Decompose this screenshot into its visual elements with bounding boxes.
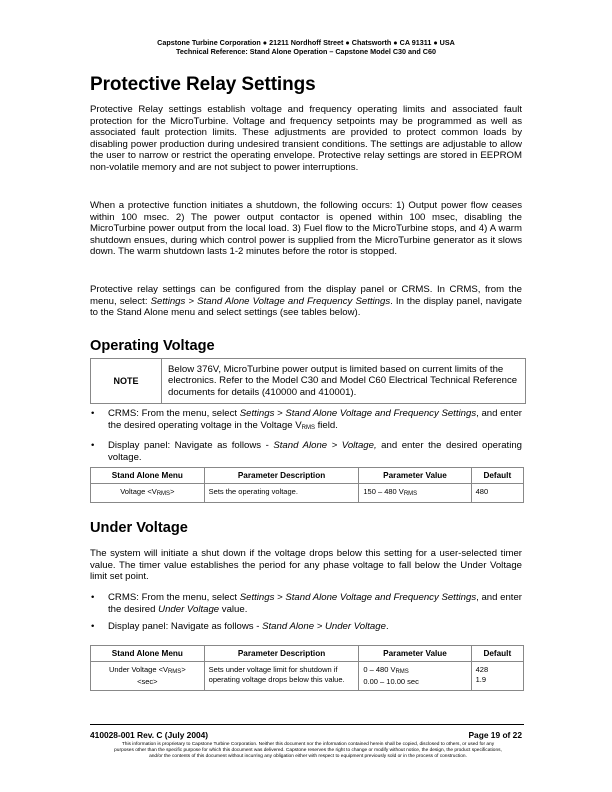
under-voltage-heading: Under Voltage <box>90 520 188 536</box>
column-header: Stand Alone Menu <box>91 646 205 662</box>
list-item <box>90 408 522 434</box>
bullet-path: Stand Alone > Voltage, <box>273 440 377 452</box>
list-item <box>90 592 522 615</box>
cell-text: 428 <box>475 665 489 674</box>
value-cell <box>359 484 471 503</box>
default-cell <box>471 662 523 691</box>
column-header: Parameter Description <box>204 646 359 662</box>
cell-text: > <box>181 665 186 674</box>
cell-text: > <box>170 487 175 496</box>
cell-text: 150 – 480 V <box>363 487 404 496</box>
header-line-2: Technical Reference: Stand Alone Operation – Capstone Model C30 and C60 <box>175 47 436 56</box>
note-label: NOTE <box>91 359 162 403</box>
operating-voltage-heading: Operating Voltage <box>90 338 215 354</box>
description-cell: Sets under voltage limit for shutdown if operating voltage drops below this value. <box>204 662 359 691</box>
page-number: Page 19 of 22 <box>468 730 522 740</box>
column-header: Default <box>471 468 523 484</box>
table-header-row <box>91 468 524 484</box>
cell-text: Voltage <V <box>120 487 157 496</box>
operating-voltage-bullets <box>90 408 522 469</box>
configure-text-a: Protective relay settings can be configured from the display panel or CRMS. In CRMS, from the menu, select: <box>90 284 522 307</box>
configure-text-c: . In the display panel, navigate to the Stand Alone menu and select settings (see tables below). <box>90 295 522 319</box>
menu-cell <box>91 662 205 691</box>
table-row <box>91 662 524 691</box>
shutdown-paragraph: When a protective function initiates a shutdown, the following occurs: 1) Output power flow ceases within 100 msec. 2) The power output contactor is opened within 100 msec, disabling the MicroTurbine power output from the local load. 3) Fuel flow to the MicroTurbine stops, and 4) A warm shutdown ensues, during which control power is supplied from the MicroTurbine generator as it slows down. The warm shutdown lasts 1-2 minutes before the rotor is stopped. <box>90 200 522 258</box>
under-voltage-table <box>90 645 524 691</box>
cell-text: 1.9 <box>475 675 487 684</box>
column-header: Parameter Value <box>359 646 471 662</box>
bullet-text: Display panel: Navigate as follows - <box>108 621 263 633</box>
bullet-text: and enter the desired operating voltage. <box>108 440 522 463</box>
notice-line: and/or the contents of this document without incurring any obligation either with respect to equipment previously sold or in the process of construction. <box>149 754 467 760</box>
document-number: 410028-001 Rev. C (July 2004) <box>90 730 209 740</box>
table-row <box>91 484 524 503</box>
notice-line: purposes other than the specific purpose for which this document was delivered. Capstone reserves the right to change or modify without notice, the design, the product specifications, <box>114 748 502 754</box>
list-item <box>90 440 522 463</box>
list-item <box>90 621 522 633</box>
cell-text: <sec> <box>137 677 158 686</box>
under-voltage-bullets <box>90 592 522 639</box>
operating-voltage-table <box>90 467 524 503</box>
configure-path: Settings > Stand Alone Voltage and Frequency Settings <box>150 295 391 307</box>
bullet-text: Display panel: Navigate as follows - <box>108 440 274 452</box>
footer-divider <box>90 724 524 725</box>
column-header: Parameter Description <box>204 468 359 484</box>
cell-subscript: RMS <box>167 669 182 675</box>
bullet-path: Settings > Stand Alone Voltage and Frequency Settings <box>239 592 477 603</box>
bullet-text: , and enter the desired operating voltage in the Voltage V <box>108 408 523 431</box>
proprietary-notice <box>90 742 526 761</box>
configure-paragraph <box>90 284 522 319</box>
bullet-text: , and enter the desired <box>108 592 523 615</box>
bullet-text: . <box>385 621 389 633</box>
column-header: Stand Alone Menu <box>91 468 205 484</box>
cell-text: 0.00 – 10.00 sec <box>363 677 419 686</box>
table-header-row <box>91 646 524 662</box>
cell-text: 0 – 480 V <box>363 665 396 674</box>
description-cell: Sets the operating voltage. <box>204 484 359 503</box>
cell-text: Under Voltage <V <box>108 665 168 674</box>
note-box <box>90 358 526 404</box>
page-title: Protective Relay Settings <box>90 74 316 95</box>
bullet-text: CRMS: From the menu, select <box>108 592 240 603</box>
note-text: Below 376V, MicroTurbine power output is limited based on current limits of the electronics. Refer to the Model C30 and Model C60 Electrical Technical Reference documents for details (410000 and 410001). <box>168 364 518 398</box>
bullet-emphasis: Under Voltage <box>158 603 220 615</box>
cell-subscript: RMS <box>403 491 418 497</box>
default-cell: 480 <box>471 484 523 503</box>
column-header: Default <box>471 646 523 662</box>
intro-paragraph: Protective Relay settings establish voltage and frequency operating limits and associated fault protection for the MicroTurbine. Voltage and frequency setpoints may be programmed as well as associated fault protection limits. These adjustments are provided to protect common loads by disabling power production during undesired transient conditions. The settings are adjustable to allow the user to narrow or restrict the operating envelope. Protective relay settings are stored in EEPROM non-volatile memory and are not subject to power interruptions. <box>90 104 522 173</box>
cell-subscript: RMS <box>156 491 171 497</box>
bullet-path: Settings > Stand Alone Voltage and Frequency Settings <box>239 408 477 419</box>
bullet-text: CRMS: From the menu, select <box>108 408 240 419</box>
bullet-subscript: RMS <box>301 424 315 431</box>
under-voltage-paragraph: The system will initiate a shut down if the voltage drops below this setting for a user-selected timer value. The timer value establishes the period for any phase voltage to fall below the Under Voltage limit set point. <box>90 548 522 583</box>
bullet-text: value. <box>219 603 248 615</box>
bullet-text: field. <box>314 419 338 431</box>
header-line-1: Capstone Turbine Corporation ● 21211 Nordhoff Street ● Chatsworth ● CA 91311 ● USA <box>157 38 455 47</box>
cell-subscript: RMS <box>395 669 409 675</box>
bullet-path: Stand Alone > Under Voltage <box>262 621 386 633</box>
menu-cell <box>91 484 205 503</box>
notice-line: This information is proprietary to Capstone Turbine Corporation. Neither this document nor the information contained herein shall be copied, disclosed to others, or used for any <box>121 742 495 747</box>
value-cell <box>359 662 471 691</box>
column-header: Parameter Value <box>359 468 471 484</box>
